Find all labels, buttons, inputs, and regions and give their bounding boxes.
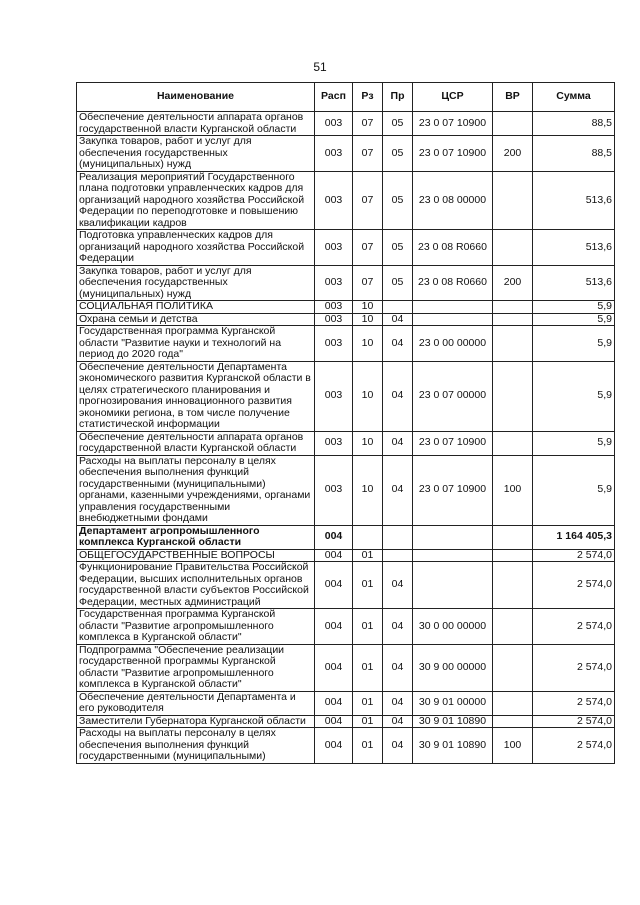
table-row	[77, 715, 615, 728]
cell-pr: 04	[383, 715, 413, 728]
cell-vr	[493, 301, 533, 314]
header-rz: Рз	[353, 83, 383, 112]
cell-sum: 2 574,0	[533, 562, 615, 609]
cell-sum: 513,6	[533, 230, 615, 266]
cell-csr: 23 0 00 00000	[413, 326, 493, 362]
header-sum: Сумма	[533, 83, 615, 112]
cell-sum: 513,6	[533, 171, 615, 230]
cell-name: Обеспечение деятельности Департамента экономического развития Курганской области в целях стратегического планирования и прогнозирования инновационного развития экономики региона, в том числе получение статистической информации	[77, 361, 315, 431]
cell-name: Реализация мероприятий Государственного плана подготовки управленческих кадров для организаций народного хозяйства Российской Федерации по переподготовке и повышению квалификации кадров	[77, 171, 315, 230]
cell-rasp: 004	[315, 715, 353, 728]
cell-rz: 01	[353, 715, 383, 728]
cell-csr: 23 0 08 R0660	[413, 230, 493, 266]
cell-vr	[493, 361, 533, 431]
cell-vr	[493, 644, 533, 691]
cell-sum: 5,9	[533, 301, 615, 314]
table-row	[77, 562, 615, 609]
cell-pr: 04	[383, 431, 413, 455]
cell-name: Закупка товаров, работ и услуг для обеспечения государственных (муниципальных) нужд	[77, 265, 315, 301]
cell-vr	[493, 313, 533, 326]
page-number: 51	[313, 60, 327, 74]
cell-sum: 88,5	[533, 112, 615, 136]
cell-pr: 05	[383, 265, 413, 301]
cell-rasp: 004	[315, 609, 353, 645]
cell-rz: 10	[353, 361, 383, 431]
cell-pr: 04	[383, 691, 413, 715]
cell-csr: 23 0 08 00000	[413, 171, 493, 230]
cell-rz: 10	[353, 431, 383, 455]
cell-rasp: 003	[315, 326, 353, 362]
cell-sum: 5,9	[533, 455, 615, 525]
cell-name: Закупка товаров, работ и услуг для обеспечения государственных (муниципальных) нужд	[77, 136, 315, 172]
cell-rasp: 003	[315, 431, 353, 455]
table-row	[77, 326, 615, 362]
cell-csr: 30 0 00 00000	[413, 609, 493, 645]
cell-rasp: 003	[315, 230, 353, 266]
cell-vr: 200	[493, 265, 533, 301]
cell-sum: 2 574,0	[533, 728, 615, 764]
cell-rasp: 004	[315, 644, 353, 691]
cell-vr	[493, 431, 533, 455]
cell-rasp: 003	[315, 112, 353, 136]
cell-name: Заместители Губернатора Курганской области	[77, 715, 315, 728]
cell-rasp: 003	[315, 136, 353, 172]
cell-rz: 01	[353, 549, 383, 562]
cell-name: Обеспечение деятельности аппарата органов государственной власти Курганской области	[77, 112, 315, 136]
cell-name: Функционирование Правительства Российской Федерации, высших исполнительных органов государственной власти субъектов Российской Федерации, местных администраций	[77, 562, 315, 609]
cell-name: Департамент агропромышленного комплекса Курганской области	[77, 525, 315, 549]
cell-rasp: 003	[315, 301, 353, 314]
table-row	[77, 313, 615, 326]
cell-sum: 88,5	[533, 136, 615, 172]
cell-sum: 2 574,0	[533, 609, 615, 645]
cell-sum: 5,9	[533, 326, 615, 362]
table-row	[77, 525, 615, 549]
cell-name: Государственная программа Курганской области "Развитие агропромышленного комплекса в Курганской области"	[77, 609, 315, 645]
cell-vr: 100	[493, 728, 533, 764]
cell-pr: 04	[383, 361, 413, 431]
cell-vr	[493, 715, 533, 728]
cell-name: Обеспечение деятельности аппарата органов государственной власти Курганской области	[77, 431, 315, 455]
cell-rasp: 004	[315, 525, 353, 549]
cell-csr: 23 0 07 10900	[413, 112, 493, 136]
cell-vr	[493, 691, 533, 715]
cell-rz: 10	[353, 313, 383, 326]
budget-table	[76, 82, 615, 764]
cell-rasp: 003	[315, 313, 353, 326]
cell-rz: 10	[353, 326, 383, 362]
cell-csr	[413, 562, 493, 609]
cell-rasp: 004	[315, 549, 353, 562]
cell-csr: 23 0 07 10900	[413, 431, 493, 455]
cell-rasp: 003	[315, 361, 353, 431]
cell-pr: 04	[383, 313, 413, 326]
cell-rz: 01	[353, 691, 383, 715]
cell-csr: 30 9 00 00000	[413, 644, 493, 691]
cell-vr	[493, 230, 533, 266]
header-vr: ВР	[493, 83, 533, 112]
cell-rz: 07	[353, 171, 383, 230]
table-row	[77, 361, 615, 431]
cell-pr: 04	[383, 562, 413, 609]
cell-pr: 05	[383, 171, 413, 230]
cell-name: Обеспечение деятельности Департамента и его руководителя	[77, 691, 315, 715]
cell-sum: 513,6	[533, 265, 615, 301]
table-row	[77, 549, 615, 562]
cell-csr	[413, 301, 493, 314]
cell-vr	[493, 326, 533, 362]
cell-rz: 07	[353, 265, 383, 301]
cell-rz	[353, 525, 383, 549]
table-row	[77, 230, 615, 266]
cell-pr: 05	[383, 112, 413, 136]
cell-csr	[413, 525, 493, 549]
cell-vr	[493, 171, 533, 230]
table-row	[77, 691, 615, 715]
cell-rz: 01	[353, 562, 383, 609]
cell-sum: 2 574,0	[533, 691, 615, 715]
cell-sum: 2 574,0	[533, 715, 615, 728]
cell-rz: 07	[353, 112, 383, 136]
table-row	[77, 431, 615, 455]
cell-sum: 5,9	[533, 431, 615, 455]
table-row	[77, 728, 615, 764]
cell-rz: 01	[353, 728, 383, 764]
cell-name: Государственная программа Курганской области "Развитие науки и технологий на период до 2020 года"	[77, 326, 315, 362]
cell-rasp: 003	[315, 265, 353, 301]
cell-sum: 1 164 405,3	[533, 525, 615, 549]
cell-pr: 04	[383, 609, 413, 645]
cell-rz: 10	[353, 301, 383, 314]
table-row	[77, 171, 615, 230]
cell-name: Расходы на выплаты персоналу в целях обеспечения выполнения функций государственными (муниципальными) органами, казенными учреждениями, органами управления государственными внебюджетными фондами	[77, 455, 315, 525]
header-pr: Пр	[383, 83, 413, 112]
header-name: Наименование	[77, 83, 315, 112]
cell-rz: 01	[353, 609, 383, 645]
cell-name: Подготовка управленческих кадров для организаций народного хозяйства Российской Федерации	[77, 230, 315, 266]
cell-csr: 30 9 01 10890	[413, 715, 493, 728]
cell-csr: 23 0 07 10900	[413, 455, 493, 525]
cell-pr: 04	[383, 644, 413, 691]
cell-name: Подпрограмма "Обеспечение реализации государственной программы Курганской области "Развитие агропромышленного комплекса в Курганской области"	[77, 644, 315, 691]
cell-pr	[383, 549, 413, 562]
cell-vr	[493, 609, 533, 645]
cell-csr: 30 9 01 00000	[413, 691, 493, 715]
cell-vr	[493, 112, 533, 136]
cell-sum: 2 574,0	[533, 549, 615, 562]
table-row	[77, 644, 615, 691]
cell-sum: 5,9	[533, 361, 615, 431]
cell-vr	[493, 525, 533, 549]
cell-rasp: 004	[315, 562, 353, 609]
table-row	[77, 136, 615, 172]
cell-rasp: 003	[315, 455, 353, 525]
cell-sum: 5,9	[533, 313, 615, 326]
table-header-row	[77, 83, 615, 112]
cell-rasp: 003	[315, 171, 353, 230]
table-body	[77, 112, 615, 764]
cell-pr: 04	[383, 455, 413, 525]
cell-pr	[383, 301, 413, 314]
cell-name: Расходы на выплаты персоналу в целях обеспечения выполнения функций государственными (муниципальными)	[77, 728, 315, 764]
cell-pr: 04	[383, 728, 413, 764]
cell-csr: 30 9 01 10890	[413, 728, 493, 764]
cell-pr: 05	[383, 136, 413, 172]
cell-name: СОЦИАЛЬНАЯ ПОЛИТИКА	[77, 301, 315, 314]
cell-csr	[413, 549, 493, 562]
cell-csr	[413, 313, 493, 326]
cell-sum: 2 574,0	[533, 644, 615, 691]
cell-vr: 100	[493, 455, 533, 525]
cell-rz: 10	[353, 455, 383, 525]
cell-pr	[383, 525, 413, 549]
cell-rasp: 004	[315, 691, 353, 715]
cell-name: ОБЩЕГОСУДАРСТВЕННЫЕ ВОПРОСЫ	[77, 549, 315, 562]
header-rasp: Расп	[315, 83, 353, 112]
cell-rz: 07	[353, 136, 383, 172]
table-row	[77, 609, 615, 645]
table-row	[77, 455, 615, 525]
cell-csr: 23 0 08 R0660	[413, 265, 493, 301]
table-row	[77, 265, 615, 301]
cell-rasp: 004	[315, 728, 353, 764]
cell-csr: 23 0 07 00000	[413, 361, 493, 431]
table-row	[77, 301, 615, 314]
cell-csr: 23 0 07 10900	[413, 136, 493, 172]
cell-name: Охрана семьи и детства	[77, 313, 315, 326]
cell-vr: 200	[493, 136, 533, 172]
cell-vr	[493, 549, 533, 562]
cell-rz: 01	[353, 644, 383, 691]
cell-rz: 07	[353, 230, 383, 266]
header-csr: ЦСР	[413, 83, 493, 112]
cell-pr: 05	[383, 230, 413, 266]
cell-pr: 04	[383, 326, 413, 362]
table-row	[77, 112, 615, 136]
cell-vr	[493, 562, 533, 609]
